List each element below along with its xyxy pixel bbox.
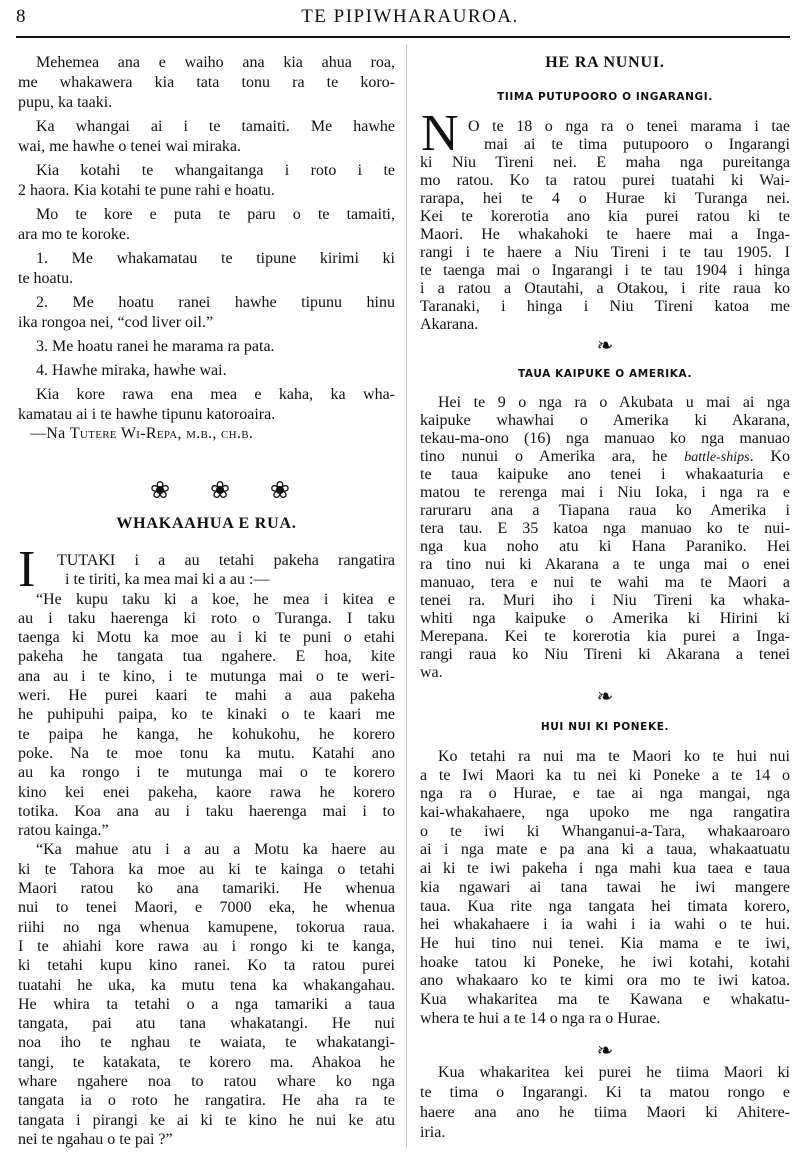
text-line: te taenga mai o Ingarangi i te tau 1904 i hinga xyxy=(420,262,790,279)
text-line: “Ka mahue atu i a au a Motu ka haere au xyxy=(36,841,395,859)
text-line: whera te hui a te 14 o nga ra o Hurae. xyxy=(420,1009,661,1027)
text-line: o te iwi ki Whanganui-a-Tara, whakaaroaro xyxy=(420,822,790,840)
paragraph xyxy=(18,293,395,333)
signature-name: Tutere Wi-Repa, m.b., ch.b. xyxy=(69,425,254,442)
text-line: kino kei enei pakeha, kaore rawa he korero xyxy=(18,783,395,801)
paragraph xyxy=(18,385,395,425)
text-line: TUTAKI i a au tetahi pakeha rangatira xyxy=(57,552,395,569)
text-line: tangata, pai atu tana whakatangi. He nui xyxy=(18,1015,395,1033)
text-line: rarapa, hei te 4 o Hurae ki Turanga nei. xyxy=(420,190,790,207)
text-line: he puhipuhi paipa, ko te kinaki o te kaari me xyxy=(18,706,395,724)
text-line: Akarana. xyxy=(420,316,479,333)
text-line: whare ngahere noa to ratou whare ko nga xyxy=(18,1073,395,1091)
text-line: ki te Tahora ka moe au ki te kainga o tetahi xyxy=(18,860,395,878)
text-line: He whira ta tetahi o a nga tamariki a taua xyxy=(18,995,395,1013)
column-divider xyxy=(406,44,407,1149)
text-line: i te tiriti, ka mea mai ki a au :— xyxy=(65,571,270,589)
text-line: a te Iwi Maori ka tu nei ki Poneke a te 14 o xyxy=(420,766,790,784)
section-subheading: TIIMA PUTUPOORO O INGARANGI. xyxy=(497,91,713,103)
text-line: ai ki te iwi pakeha i nga mahi kua taea e taua xyxy=(420,860,790,878)
text-line: wai, me hawhe o tenei wai miraka. xyxy=(18,138,242,155)
text-line: kai-whakahaere, nga upoko me nga rangatira xyxy=(420,804,790,822)
text-line: Merepana. Kei te korerotia kia purei a Inga- xyxy=(420,628,790,645)
text-line: Hei te 9 o nga ra o Akubata u mai ai nga xyxy=(438,394,790,411)
text-line: te taua kaipuke ano tenei i whakaaturia e xyxy=(420,466,790,483)
text-line: pupu, ka taaki. xyxy=(18,94,113,111)
text-line: au ka rongo i te mutunga mai o te korero xyxy=(18,764,395,782)
header-rule xyxy=(16,36,790,38)
text-line: hei whakahaere i ia wahi i ia wahi o te hui. xyxy=(420,916,790,934)
text-line: i a ratou a Otautahi, a Otakou, i rite raua ko xyxy=(420,280,790,297)
text-line: hoake tatou ki Poneke, he iwi kotahi, kotahi xyxy=(420,953,790,971)
paragraph xyxy=(420,1063,790,1143)
text-line: iria. xyxy=(420,1124,446,1141)
fleuron-icon: ❧ xyxy=(596,686,614,708)
text-line: Kia kotahi te whangaitanga i roto i te xyxy=(36,162,395,179)
text-line: rangi raua ko Niu Tireni ki Akarana a tenei xyxy=(420,646,790,663)
text-line: ki Niu Tireni nei. E maha nga pureitanga xyxy=(420,154,790,171)
text-line: ara mo te koroke. xyxy=(18,226,130,243)
fleuron-icon: ❧ xyxy=(596,335,614,357)
text-line: ratou kainga.” xyxy=(18,822,109,840)
text-line: 2 haora. Kia kotahi te pune rahi e hoatu. xyxy=(18,182,275,199)
text-line: Ka whangai ai i te tamaiti. Me hawhe xyxy=(36,118,395,135)
text-line: Mehemea ana e waiho ana kia ahua roa, xyxy=(36,54,395,71)
text-line: Taranaki, i hinga i Niu Tireni katoa me xyxy=(420,298,790,315)
text-line: weri. He purei kaari te mahi a aua pakeha xyxy=(18,687,395,705)
paragraph xyxy=(18,361,395,381)
italic-term: battle-ships xyxy=(684,450,750,465)
text-line: nei te ngahau o te pai ?” xyxy=(18,1130,173,1148)
section-subheading: TAUA KAIPUKE O AMERIKA. xyxy=(517,368,693,380)
text-line: tangata i pirangi ke ai ki te kino he nui ke atu xyxy=(18,1111,395,1129)
section-subheading: HUI NUI KI PONEKE. xyxy=(540,721,670,733)
text-line: taua. Kua rite nga tangata hei timata korero, xyxy=(420,897,790,915)
text-line: ana au i te kino, i te mutunga mai o te weri- xyxy=(18,667,395,685)
paragraph xyxy=(18,161,395,201)
text-line: kia ngawari ai tana tawai he iwi mangere xyxy=(420,878,790,896)
text-line: Ko tetahi ra nui ma te Maori ko te hui nui xyxy=(438,748,790,765)
text-line: tangi, te katakata, te korero ma. Ahakoa he xyxy=(18,1053,395,1071)
paragraph xyxy=(420,118,790,334)
paragraph xyxy=(420,748,790,1028)
text-line: Mo te kore e puta te paru o te tamaiti, xyxy=(36,206,395,223)
text-line: pakeha he tangata tua ngahere. E hoa, kite xyxy=(18,648,395,666)
text-line: 4. Hawhe miraka, hawhe wai. xyxy=(36,362,227,379)
hui-article xyxy=(420,748,790,1028)
text-line: ano whakaaro ko te kimi ora mo te iwi katoa. xyxy=(420,972,790,990)
text-line: mai ai te tima putupooro o Ingarangi xyxy=(484,136,790,153)
paragraph xyxy=(18,840,395,1149)
text-line: Kua whakaritea ma te Kawana e whakatu- xyxy=(420,990,790,1008)
text-line: tenei ra. Muri iho i Niu Tireni ka whaka- xyxy=(420,592,790,609)
publication-title: TE PIPIWHARAUROA. xyxy=(301,6,519,27)
column-heading: HE RA NUNUI. xyxy=(545,54,665,71)
text-line: riihi no nga whenua kamupene, tokorua raua. xyxy=(18,918,395,936)
text-line: te hoatu. xyxy=(18,270,74,287)
text-fragment: tino nunui o Amerika ara, he xyxy=(420,448,685,465)
text-line: matou te rerenga mai i Niu Ioka, i nga ra e xyxy=(420,484,790,501)
paragraph xyxy=(18,117,395,157)
text-line: tekau-ma-ono (16) nga manuao ko nga manuao xyxy=(420,430,790,447)
paragraph xyxy=(18,590,395,841)
text-line: tuatahi he uka, ka mutu tena ka whakangahau. xyxy=(18,976,395,994)
text-line: ra tino nui ki Akarana a te unga mai o enei xyxy=(420,556,790,573)
text-line: kamatau ai i te hawhe tipunu katoroaira. xyxy=(18,406,276,423)
flower-ornament-icon: ❀ xyxy=(209,478,231,504)
text-line: totika. Koa ana au i taku haerenga mai i to xyxy=(18,802,395,820)
drop-cap: N xyxy=(421,105,459,162)
text-line: Kua whakaritea kei purei he tiima Maori ki xyxy=(438,1064,790,1081)
text-line: ki tetahi kupu kino ranei. Ko ta ratou purei xyxy=(18,957,395,975)
flower-ornament-icon: ❀ xyxy=(150,478,171,504)
text-line xyxy=(420,448,790,466)
paragraph xyxy=(18,205,395,245)
intro-article xyxy=(18,53,395,425)
text-line: wa. xyxy=(420,664,443,681)
text-line: nui to tenei Maori, e 7000 eka, he whenua xyxy=(18,899,395,917)
text-line: poke. Na te moe tonu ka mutu. Katahi ano xyxy=(18,744,395,762)
text-line: nga ra o Hurae, e tae ai nga mangai, nga xyxy=(420,785,790,803)
text-line: Kia kore rawa ena mea e kaha, ka wha- xyxy=(36,386,395,403)
paragraph xyxy=(18,337,395,357)
football-article xyxy=(420,118,790,334)
text-line: te tima o Ingarangi. Ki ta matou rongo e xyxy=(420,1084,790,1101)
text-line: O te 18 o nga ra o tenei marama i tae xyxy=(468,118,790,135)
paragraph xyxy=(18,249,395,289)
text-line: te paipa he kanga, he kohukohu, he korero xyxy=(18,725,395,743)
paragraph xyxy=(420,394,790,682)
paragraph xyxy=(18,551,395,590)
text-line: “He kupu taku ki a koe, he mea i kitea e xyxy=(36,590,395,608)
text-line: haere ana ano he tiima Maori ki Ahitere- xyxy=(420,1104,790,1121)
drop-cap: I xyxy=(18,541,36,598)
text-line: me whakawera kia tata tonu ra te koro- xyxy=(18,74,395,91)
text-line: ai i nga mate e pa ana ki a taua, whakaatuatu xyxy=(420,841,790,859)
tiima-note xyxy=(420,1063,790,1143)
text-line: whiti nga kaipuke o Amerika ki Hirini ki xyxy=(420,610,790,627)
text-line: 3. Me hoatu ranei he marama ra pata. xyxy=(36,338,275,355)
paragraph xyxy=(18,53,395,113)
text-fragment: . Ko xyxy=(749,448,790,465)
fleuron-icon: ❧ xyxy=(596,1040,614,1062)
author-signature xyxy=(30,425,253,443)
text-line: noa iho te nghau te waiata, te whakatangi- xyxy=(18,1034,395,1052)
text-line: Kei te korerotia ano kia purei ratou ki te xyxy=(420,208,790,225)
text-line: 1. Me whakamatau te tipune kirimi ki xyxy=(36,250,395,267)
page-number: 8 xyxy=(16,6,26,27)
text-line: tera tau. E 35 katoa nga manuao ko te nui- xyxy=(420,520,790,537)
text-line: I te ahiahi kore rawa au i rongo ki te kanga, xyxy=(18,937,395,955)
text-line: manuao, tera e nui te wahi ma te Maori a xyxy=(420,574,790,591)
text-line: nga kua noho atu ki Hana Paraniko. Hei xyxy=(420,538,790,555)
text-line: au i taku haerenga ki roto o Turanga. I taku xyxy=(18,609,395,627)
text-line: tangata ia o roto he rangatira. He aha ra te xyxy=(18,1092,395,1110)
fleet-article xyxy=(420,394,790,682)
text-line: He hui tino nui tenei. Kia mama e te iwi, xyxy=(420,934,790,952)
text-line: taenga ki Motu ka moe au i ki te puni o etahi xyxy=(18,629,395,647)
text-line: ika rongoa nei, “cod liver oil.” xyxy=(18,314,214,331)
article-heading: WHAKAAHUA E RUA. xyxy=(116,515,297,532)
text-line: 2. Me hoatu ranei hawhe tipunu hinu xyxy=(36,294,395,311)
whakaahua-article xyxy=(18,551,395,1149)
signature-prefix: —Na xyxy=(30,425,70,442)
text-line: rangi i te haere a Niu Tireni i te tau 1905. I xyxy=(420,244,790,261)
text-line: Maori. He whakahoki te haere mai a Inga- xyxy=(420,226,790,243)
text-line: mo ratou. Ko ta ratou purei tuatahi ki Wai- xyxy=(420,172,790,189)
flower-ornament-icon: ❀ xyxy=(269,478,290,504)
text-line: raruraru ana a Tiapana raua ko Amerika i xyxy=(420,502,790,519)
text-line: Maori ratou ko ana tamariki. He whenua xyxy=(18,880,395,898)
section-ornaments xyxy=(150,476,290,505)
text-line: kaipuke whawhai o Amerika ki Akarana, xyxy=(420,412,790,429)
